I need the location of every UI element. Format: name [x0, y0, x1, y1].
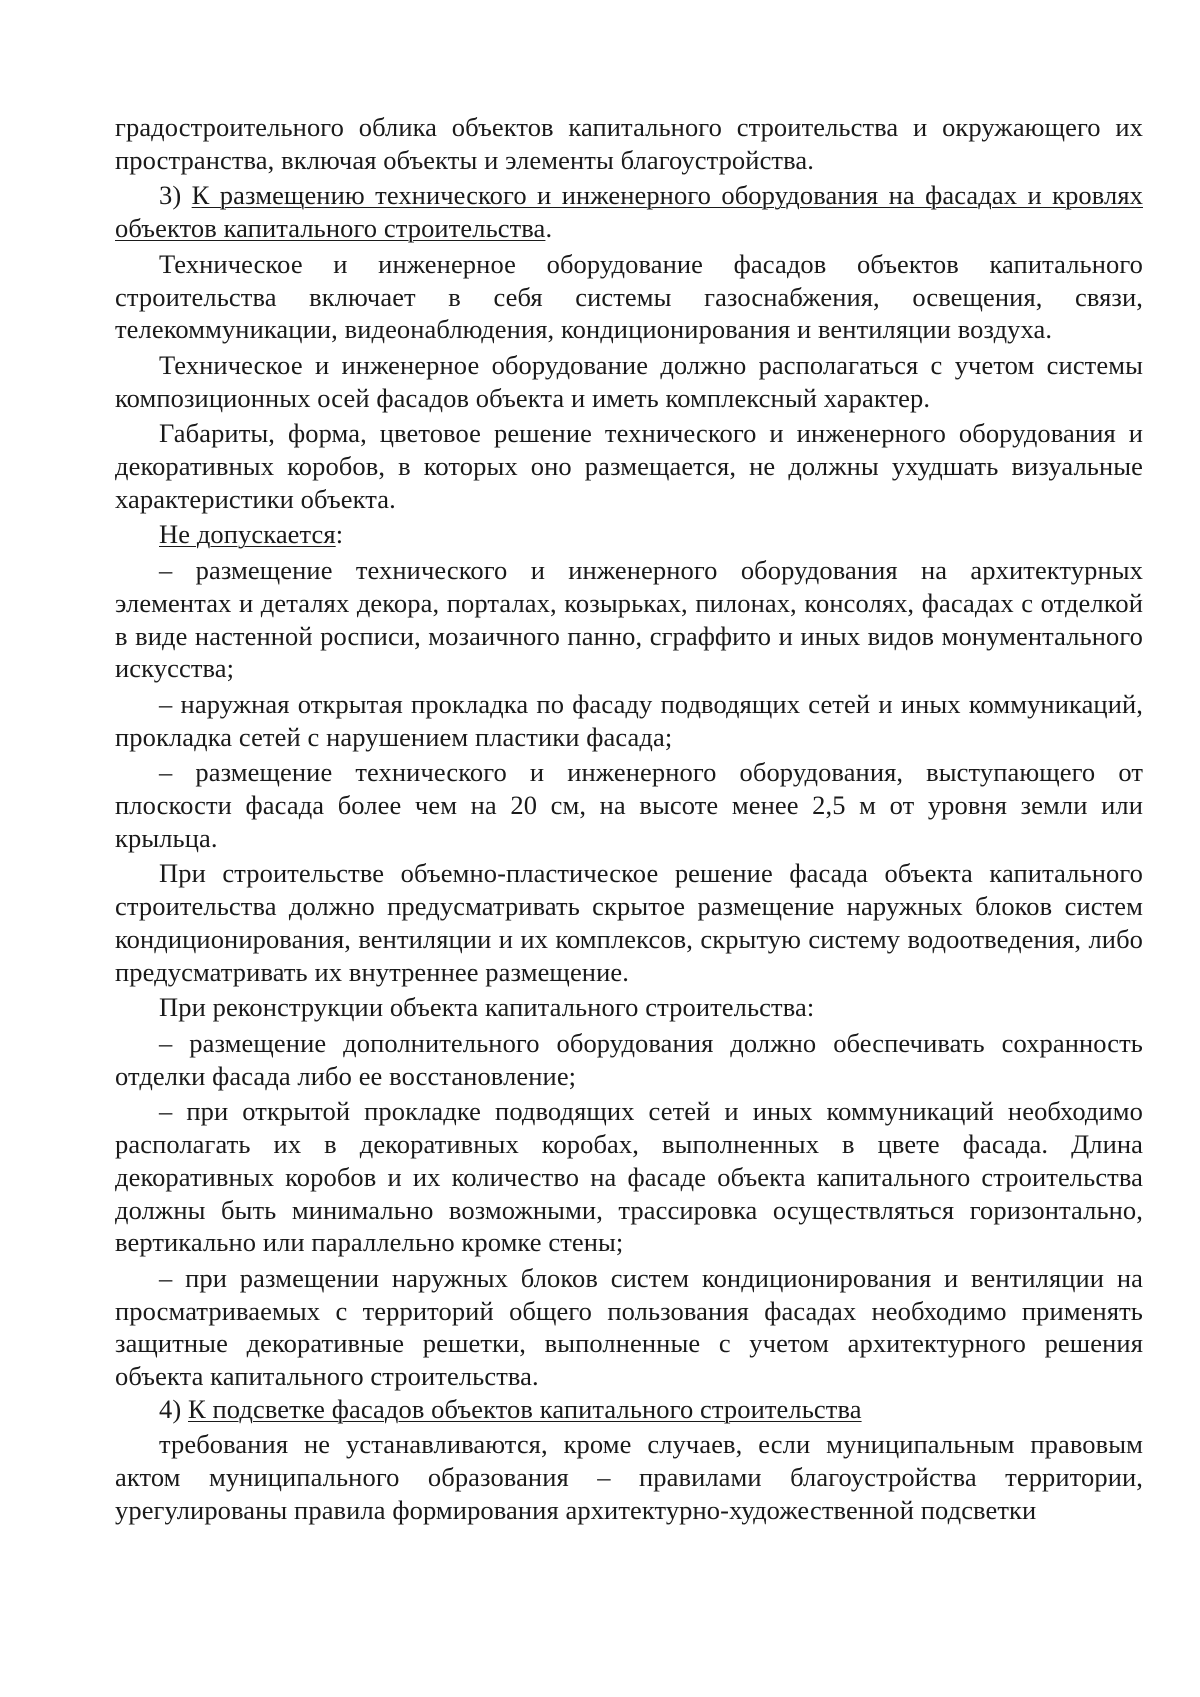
- section-3-title-end: .: [545, 213, 553, 244]
- paragraph-construction: При строительстве объемно-пластическое решение фасада объекта капитального строительства должно предусматривать скрытое размещение наружных блоков систем кондиционирования, вентиляции и их комплексов, скрытую систему водоотведения, либо предусматривать их внутреннее размещение.: [115, 858, 1143, 987]
- section-3-number: 3): [159, 180, 192, 211]
- not-allowed-colon: :: [335, 519, 344, 550]
- not-allowed-heading: [115, 518, 1143, 551]
- paragraph-equipment-dimensions: Габариты, форма, цветовое решение технического и инженерного оборудования и декоративных коробов, в которых оно размещается, не должны ухудшать визуальные характеристики объекта.: [115, 418, 1143, 514]
- paragraph-equipment-composition: Техническое и инженерное оборудование фасадов объектов капитального строительства включает в себя системы газоснабжения, освещения, связи, телекоммуникации, видеонаблюдения, кондиционирования и вентиляции воздуха.: [115, 248, 1143, 345]
- paragraph-continuation: градостроительного облика объектов капитального строительства и окружающего их пространства, включая объекты и элементы благоустройства.: [115, 112, 1143, 175]
- section-3-title: К размещению технического и инженерного оборудования на фасадах и кровлях объектов капитального строительства: [115, 180, 1143, 244]
- not-allowed-label: Не допускается: [159, 519, 336, 550]
- list-item-open-laying: – наружная открытая прокладка по фасаду подводящих сетей и иных коммуникаций, прокладка сетей с нарушением пластики фасада;: [115, 688, 1143, 752]
- list-item-additional-equipment: – размещение дополнительного оборудования должно обеспечивать сохранность отделки фасада либо ее восстановление;: [115, 1027, 1143, 1091]
- list-item-decorative-boxes: – при открытой прокладке подводящих сетей и иных коммуникаций необходимо располагать их в декоративных коробах, выполненных в цвете фасада. Длина декоративных коробов и их количество на фасаде объекта капитального строительства должны быть минимально возможными, трассировка осуществляться горизонтально, вертикально или параллельно кромке стены;: [115, 1096, 1143, 1258]
- document-page: [115, 111, 1143, 1527]
- list-item-protruding-equipment: – размещение технического и инженерного оборудования, выступающего от плоскости фасада более чем на 20 см, на высоте менее 2,5 м от уровня земли или крыльца.: [115, 757, 1143, 853]
- paragraph-lighting-requirements: требования не устанавливаются, кроме случаев, если муниципальным правовым актом муниципального образования – правилами благоустройства территории, урегулированы правила формирования архитектурно-художественной подсветки: [115, 1429, 1143, 1525]
- list-item-decor-elements: – размещение технического и инженерного оборудования на архитектурных элементах и деталях декора, порталах, козырьках, пилонах, консолях, фасадах с отделкой в виде настенной росписи, мозаичного панно, сграффито и иных видов монументального искусства;: [115, 555, 1143, 684]
- paragraph-reconstruction: При реконструкции объекта капитального строительства:: [159, 992, 815, 1023]
- section-3-heading: [115, 179, 1143, 244]
- section-4-title: К подсветке фасадов объектов капитального строительства: [188, 1393, 862, 1424]
- section-4-number: 4): [159, 1393, 188, 1424]
- section-4-heading: [115, 1393, 1143, 1426]
- paragraph-equipment-placement: Техническое и инженерное оборудование должно располагаться с учетом системы композиционных осей фасадов объекта и иметь комплексный характер.: [115, 349, 1143, 413]
- list-item-protective-grilles: – при размещении наружных блоков систем кондиционирования и вентиляции на просматриваемых с территорий общего пользования фасадах необходимо применять защитные декоративные решетки, выполненные с учетом архитектурного решения объекта капитального строительства.: [115, 1262, 1143, 1392]
